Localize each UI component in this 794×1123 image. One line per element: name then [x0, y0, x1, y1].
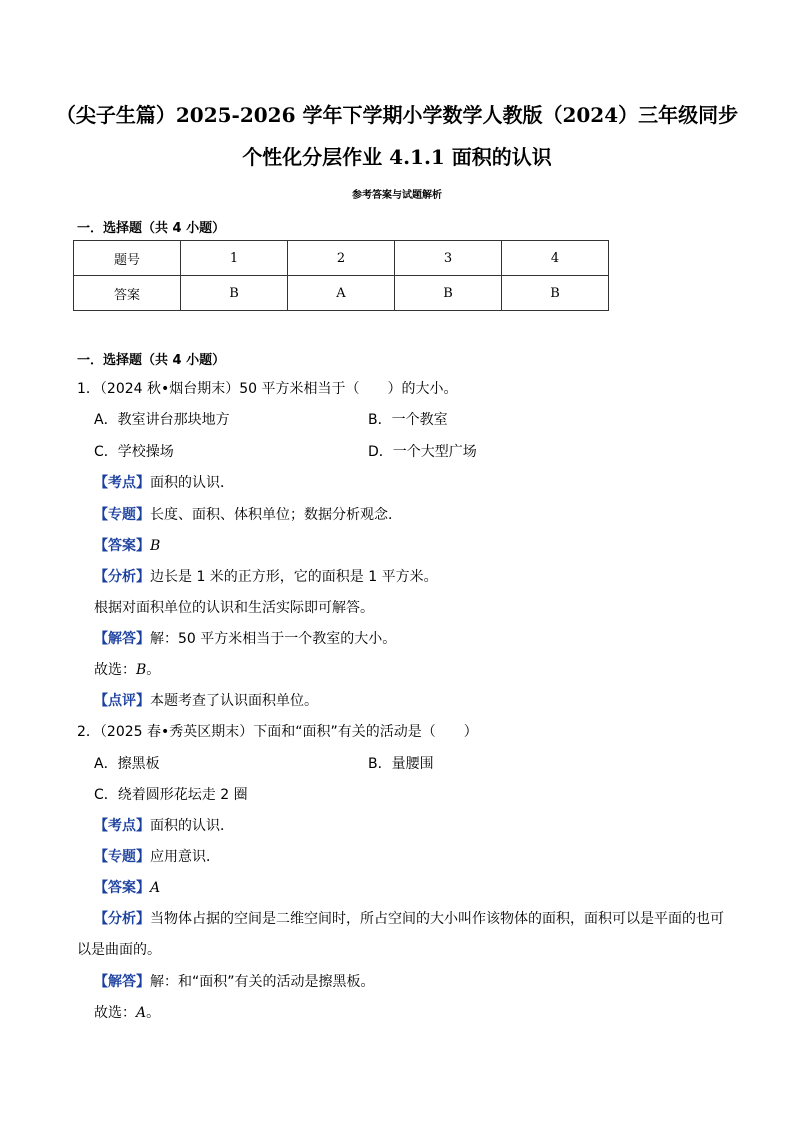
section-heading-detail: 一．选择题（共 4 小题）	[77, 353, 226, 368]
zhuanti-tag: 【专题】	[94, 507, 150, 523]
question-number-cell: 2	[288, 241, 395, 276]
q2-option-c: C．绕着圆形花坛走 2 圈	[94, 787, 248, 803]
answer-cell: B	[181, 276, 288, 311]
document-subtitle: 参考答案与试题解析	[352, 190, 442, 201]
question-1-stem: 1．（2024 秋•烟台期末）50 平方米相当于（ ）的大小。	[77, 381, 458, 397]
row-label-answer: 答案	[74, 276, 181, 311]
question-2-stem: 2．（2025 春•秀英区期末）下面和“面积”有关的活动是（ ）	[77, 724, 478, 740]
table-row	[74, 241, 609, 276]
row-label-number: 题号	[74, 241, 181, 276]
zhuanti-tag: 【专题】	[94, 849, 150, 865]
answer-cell: A	[288, 276, 395, 311]
document-title-line2: 个性化分层作业 4.1.1 面积的认识	[242, 145, 552, 169]
answer-cell: B	[502, 276, 609, 311]
jieda-tag: 【解答】	[94, 974, 150, 990]
question-number-cell: 3	[395, 241, 502, 276]
q2-option-a: A．擦黑板	[94, 756, 160, 772]
q1-answer: 【答案】B	[94, 538, 161, 554]
fenxi-tag: 【分析】	[94, 569, 150, 585]
q2-answer: 【答案】A	[94, 880, 161, 896]
q1-option-a: A．教室讲台那块地方	[94, 412, 230, 428]
q1-zhuanti: 【专题】长度、面积、体积单位；数据分析观念．	[94, 507, 402, 523]
q1-option-c: C．学校操场	[94, 444, 174, 460]
jieda-tag: 【解答】	[94, 631, 150, 647]
q1-analysis-cont: 根据对面积单位的认识和生活实际即可解答。	[94, 600, 374, 616]
document-title-line1: （尖子生篇）2025-2026 学年下学期小学数学人教版（2024）三年级同步	[55, 103, 739, 127]
question-number-cell: 4	[502, 241, 609, 276]
q2-option-b: B．量腰围	[368, 756, 434, 772]
q1-option-b: B．一个教室	[368, 412, 448, 428]
dianping-tag: 【点评】	[94, 693, 150, 709]
answer-table	[73, 240, 609, 311]
q1-solution: 【解答】解：50 平方米相当于一个教室的大小。	[94, 631, 397, 647]
kaodian-tag: 【考点】	[94, 818, 150, 834]
q1-choice: 故选：B。	[94, 662, 161, 678]
section-heading-summary: 一．选择题（共 4 小题）	[77, 221, 226, 236]
q1-kaodian: 【考点】面积的认识．	[94, 475, 234, 491]
q2-zhuanti: 【专题】应用意识．	[94, 849, 220, 865]
fenxi-tag: 【分析】	[94, 911, 150, 927]
table-row	[74, 276, 609, 311]
q1-option-d: D．一个大型广场	[368, 444, 477, 460]
q2-analysis: 【分析】当物体占据的空间是二维空间时，所占空间的大小叫作该物体的面积，面积可以是平面的也可	[94, 911, 724, 927]
q2-choice: 故选：A。	[94, 1005, 161, 1021]
q1-analysis: 【分析】边长是 1 米的正方形，它的面积是 1 平方米。	[94, 569, 438, 585]
q2-analysis-cont: 以是曲面的。	[77, 942, 161, 958]
q1-comment: 【点评】本题考查了认识面积单位。	[94, 693, 318, 709]
answer-cell: B	[395, 276, 502, 311]
daan-tag: 【答案】	[94, 538, 150, 554]
q2-kaodian: 【考点】面积的认识．	[94, 818, 234, 834]
question-number-cell: 1	[181, 241, 288, 276]
q2-solution: 【解答】解：和“面积”有关的活动是擦黑板。	[94, 974, 375, 990]
daan-tag: 【答案】	[94, 880, 150, 896]
kaodian-tag: 【考点】	[94, 475, 150, 491]
